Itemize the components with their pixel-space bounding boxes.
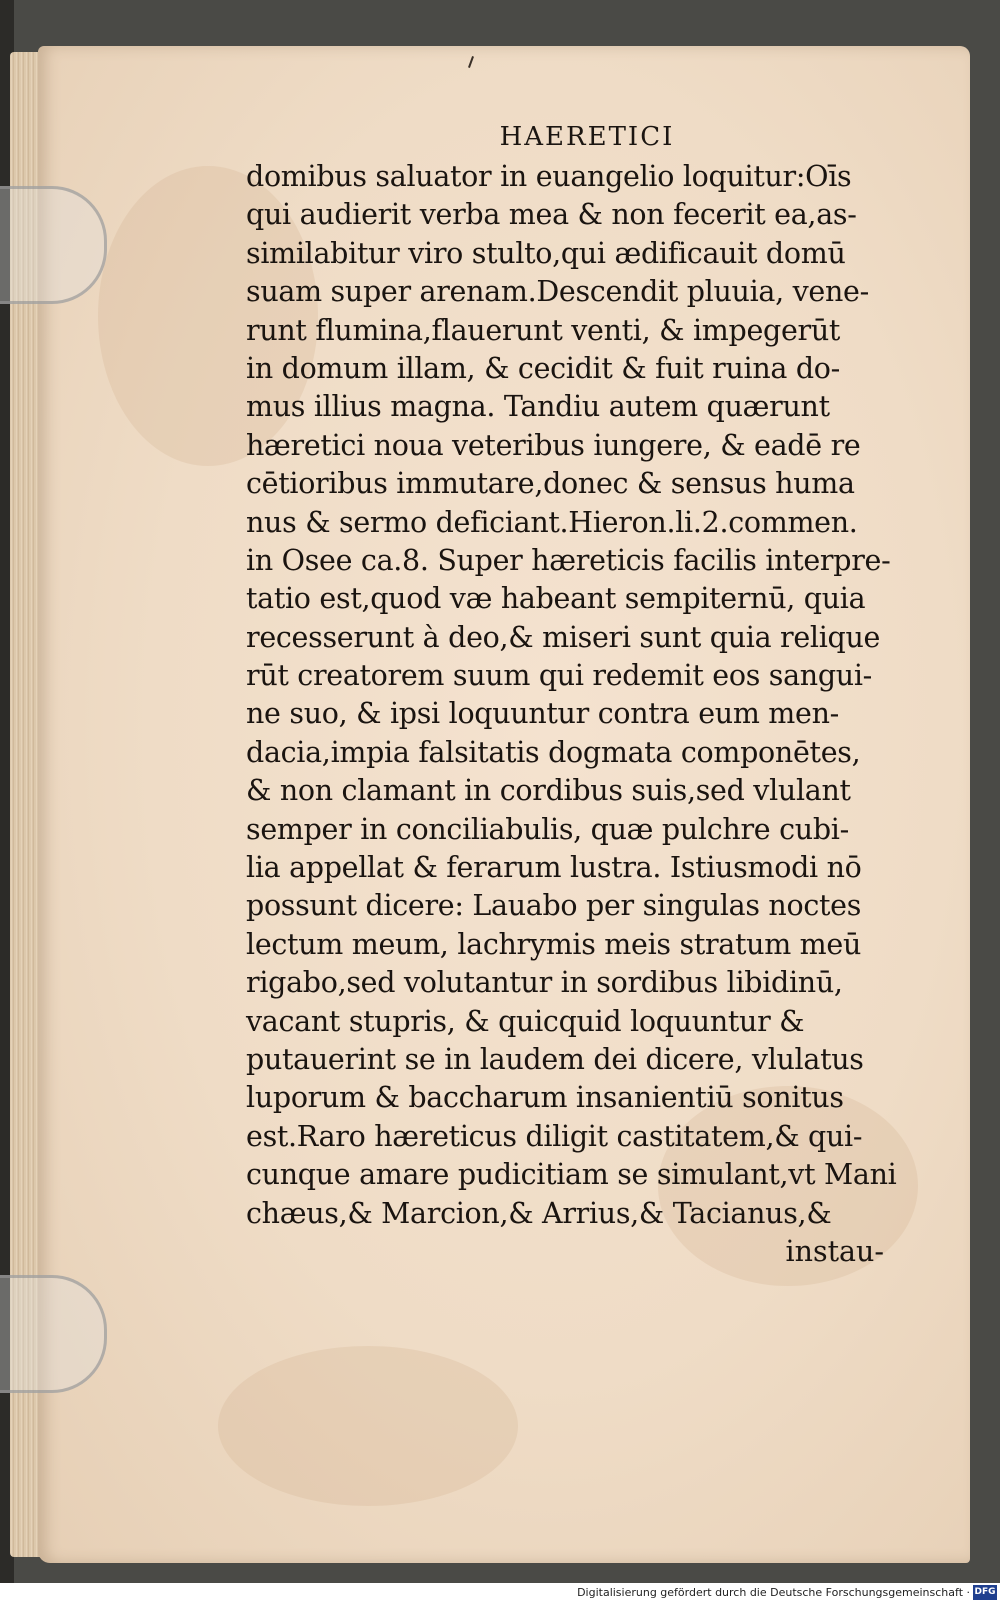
text-line: semper in conciliabulis, quæ pulchre cubi- (246, 812, 849, 846)
text-line: nus & sermo deficiant.Hieron.li.2.commen. (246, 505, 858, 539)
text-line: chæus,& Marcion,& Arrius,& Tacianus,& (246, 1196, 832, 1230)
text-line: similabitur viro stulto,qui ædificauit domū (246, 236, 846, 270)
text-line: ne suo, & ipsi loquuntur contra eum men- (246, 697, 839, 731)
text-line: lia appellat & ferarum lustra. Istiusmodi nō (246, 851, 862, 885)
catchword: instau- (785, 1234, 884, 1268)
page-clip-bottom (0, 1275, 107, 1393)
funding-credit: Digitalisierung gefördert durch die Deutsche Forschungsgemeinschaft · (577, 1586, 970, 1599)
text-block (246, 116, 916, 1271)
text-line: recesserunt à deo,& miseri sunt quia relique (246, 620, 881, 654)
text-line: qui audierit verba mea & non fecerit ea,as- (246, 198, 857, 232)
text-line: est.Raro hæreticus diligit castitatem,& qui- (246, 1119, 863, 1153)
text-line: putauerint se in laudem dei dicere, vlulatus (246, 1042, 864, 1076)
text-line: suam super arenam.Descendit pluuia, vene- (246, 275, 869, 309)
text-line: cētioribus immutare,donec & sensus huma (246, 467, 855, 501)
footer-bar (0, 1583, 1000, 1603)
paper-stain (218, 1346, 518, 1506)
text-line: tatio est,quod væ habeant sempiternū, quia (246, 582, 866, 616)
page-clip-top (0, 186, 107, 304)
text-line: rigabo,sed volutantur in sordibus libidinū, (246, 966, 843, 1000)
text-line: in domum illam, & cecidit & fuit ruina do- (246, 351, 840, 385)
text-line: vacant stupris, & quicquid loquuntur & (246, 1004, 805, 1038)
text-line: possunt dicere: Lauabo per singulas noctes (246, 889, 862, 923)
text-line: domibus saluator in euangelio loquitur:Oīs (246, 160, 852, 193)
text-line: mus illius magna. Tandiu autem quærunt (246, 390, 830, 424)
text-line: luporum & baccharum insanientiū sonitus (246, 1081, 844, 1115)
text-line: in Osee ca.8. Super hæreticis facilis interpre- (246, 543, 891, 577)
text-line: rūt creatorem suum qui redemit eos sangui- (246, 659, 872, 693)
text-line: dacia,impia falsitatis dogmata componētes, (246, 735, 861, 769)
text-line: hæretici noua veteribus iungere, & eadē re (246, 428, 861, 462)
text-line: & non clamant in cordibus suis,sed vlulant (246, 774, 851, 808)
running-head: HAERETICI (499, 122, 675, 152)
text-line: lectum meum, lachrymis meis stratum meū (246, 927, 862, 961)
text-line: cunque amare pudicitiam se simulant,vt Mani (246, 1158, 897, 1192)
text-line: runt flumina,flauerunt venti, & impegerūt (246, 313, 841, 347)
dfg-logo-icon: DFG (973, 1585, 997, 1600)
